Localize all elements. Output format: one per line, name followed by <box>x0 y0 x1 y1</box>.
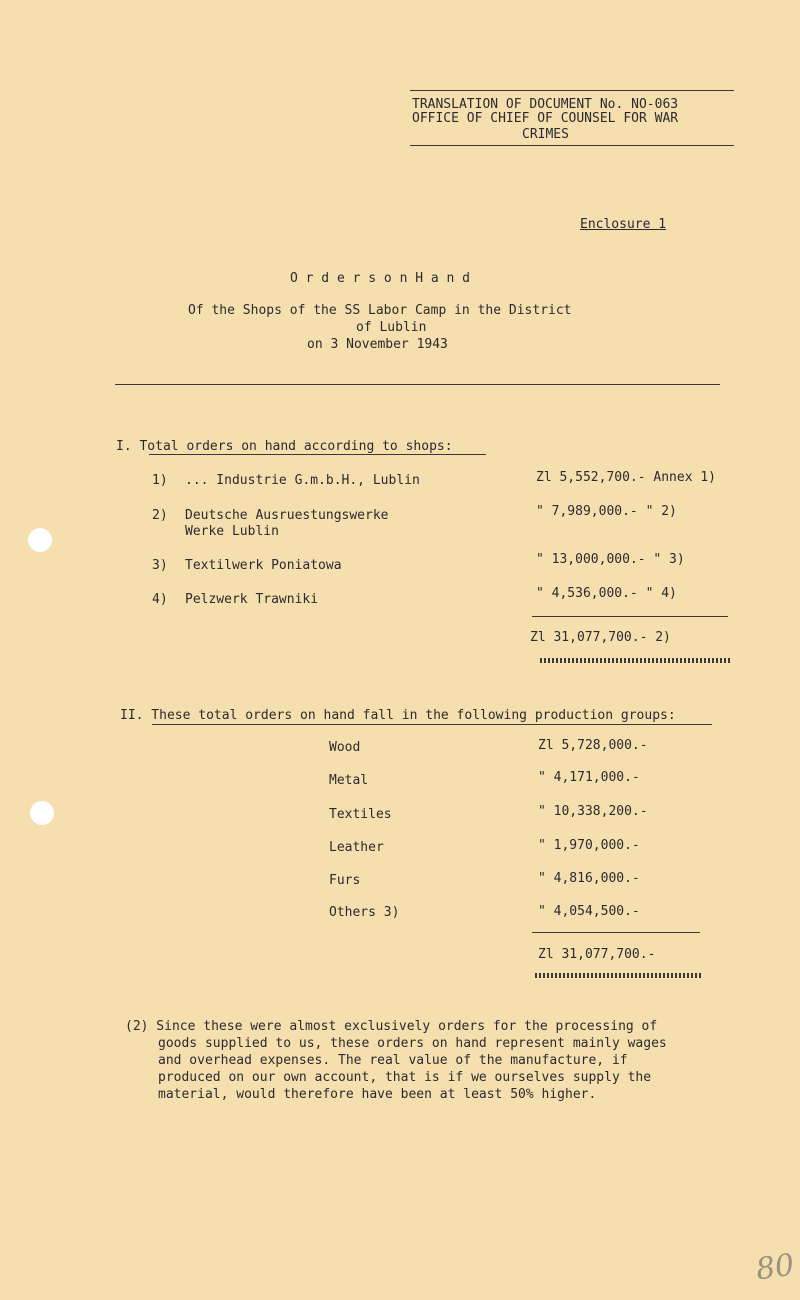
section-1-heading-text: I. Total orders on hand according to shops: <box>116 439 453 454</box>
footnote-line-4: produced on our own account, that is if we ourselves supply the <box>158 1070 652 1085</box>
shop-2-number: 2) <box>152 508 168 523</box>
shop-1-number: 1) <box>152 473 168 488</box>
section-2-sum-rule <box>532 932 700 933</box>
group-leather-amount: " 1,970,000.- <box>538 838 640 853</box>
section-1-total-double-underline <box>540 658 730 663</box>
document-subtitle-3: on 3 November 1943 <box>307 337 448 352</box>
footnote <box>125 1018 715 1103</box>
shop-3-number: 3) <box>152 558 168 573</box>
document-subtitle-1: Of the Shops of the SS Labor Camp in the District <box>188 303 572 318</box>
section-1-total: Zl 31,077,700.- 2) <box>530 630 671 645</box>
section-2-heading: II. These total orders on hand fall in the following production groups: <box>120 708 676 723</box>
group-textiles-amount: " 10,338,200.- <box>538 804 648 819</box>
section-1-heading-underline <box>149 454 486 455</box>
header-line-2: OFFICE OF CHIEF OF COUNSEL FOR WAR <box>412 111 679 126</box>
section-2-heading-underline <box>152 724 712 725</box>
group-textiles-name: Textiles <box>329 807 392 822</box>
title-separator <box>115 384 720 385</box>
group-furs-amount: " 4,816,000.- <box>538 871 640 886</box>
shop-1-amount: Zl 5,552,700.- Annex 1) <box>536 470 717 485</box>
footnote-line-2: goods supplied to us, these orders on hand represent mainly wages <box>158 1036 667 1051</box>
group-others-name: Others 3) <box>329 905 400 920</box>
header-rule-bottom <box>410 145 734 146</box>
shop-3-amount: " 13,000,000.- " 3) <box>536 552 685 567</box>
shop-2-amount: " 7,989,000.- " 2) <box>536 504 677 519</box>
footnote-line-3: and overhead expenses. The real value of the manufacture, if <box>158 1053 628 1068</box>
shop-1-name: ... Industrie G.m.b.H., Lublin <box>185 473 420 488</box>
footnote-line-1: (2) Since these were almost exclusively orders for the processing of <box>125 1019 658 1034</box>
shop-3-name: Textilwerk Poniatowa <box>185 558 342 573</box>
shop-4-name: Pelzwerk Trawniki <box>185 592 319 607</box>
group-others-amount: " 4,054,500.- <box>538 904 640 919</box>
section-2-total-double-underline <box>535 973 703 978</box>
group-wood-amount: Zl 5,728,000.- <box>538 738 648 753</box>
header-rule-top <box>410 90 734 91</box>
shop-2-name: Deutsche Ausruestungswerke <box>185 508 389 523</box>
document-subtitle-2: of Lublin <box>356 320 427 335</box>
shop-2-name-cont: Werke Lublin <box>185 524 279 539</box>
page-number-handwritten: 80 <box>753 1247 797 1288</box>
header-line-1: TRANSLATION OF DOCUMENT No. NO-063 <box>412 97 679 112</box>
section-1-heading <box>116 438 453 455</box>
header-line-3: CRIMES <box>522 127 569 142</box>
punch-hole-bottom <box>30 801 54 825</box>
group-leather-name: Leather <box>329 840 384 855</box>
group-wood-name: Wood <box>329 740 361 755</box>
footnote-line-5: material, would therefore have been at least 50% higher. <box>158 1087 597 1102</box>
shop-4-number: 4) <box>152 592 168 607</box>
group-furs-name: Furs <box>329 873 361 888</box>
group-metal-name: Metal <box>329 773 369 788</box>
group-metal-amount: " 4,171,000.- <box>538 770 640 785</box>
section-1-sum-rule <box>532 616 728 617</box>
punch-hole-top <box>28 528 52 552</box>
enclosure-label: Enclosure 1 <box>580 217 667 232</box>
document-title: O r d e r s o n H a n d <box>290 271 471 286</box>
section-2-total: Zl 31,077,700.- <box>538 947 656 962</box>
shop-4-amount: " 4,536,000.- " 4) <box>536 586 677 601</box>
